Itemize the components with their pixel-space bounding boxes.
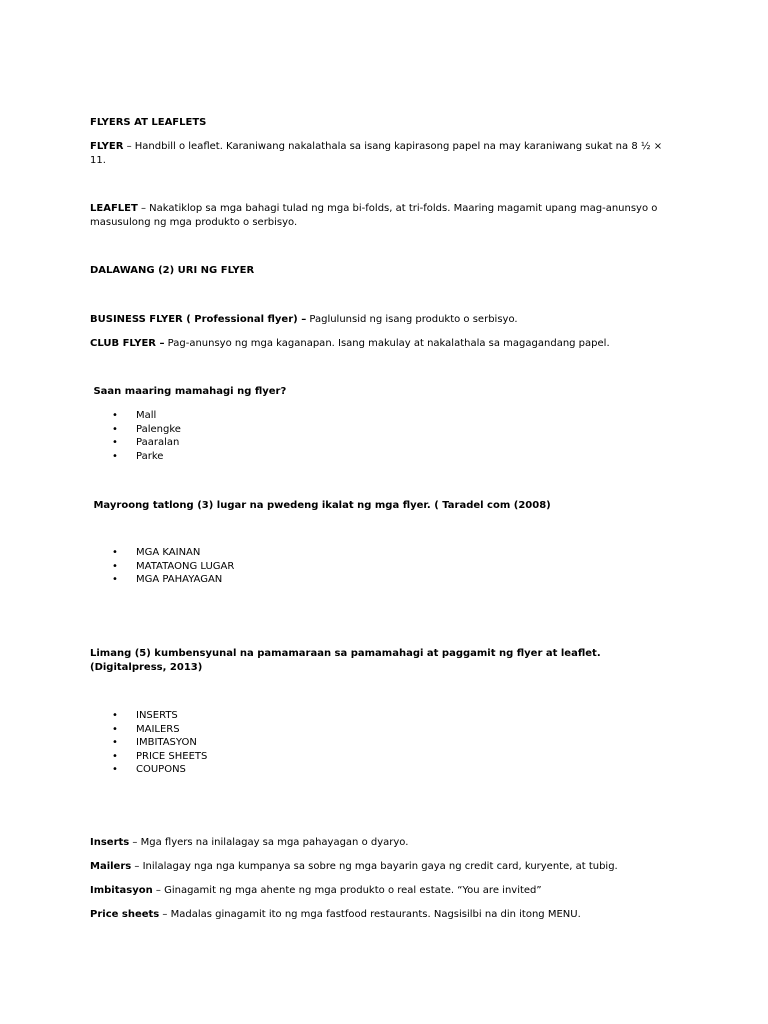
definition-flyer: FLYER – Handbill o leaflet. Karaniwang nakalathala sa isang kapirasong papel na may karaniwang sukat na 8 ½ × 11.: [90, 141, 663, 166]
list-item: • MAILERS: [90, 723, 207, 737]
list-item: • MGA PAHAYAGAN: [90, 573, 234, 587]
definition-text: Handbill o leaflet. Karaniwang nakalathala sa isang kapirasong papel na may karaniwang sukat na 8 ½ × 11.: [90, 141, 663, 166]
list-item: • MGA KAINAN: [90, 546, 234, 560]
places-list: [90, 409, 181, 463]
term: LEAFLET: [90, 203, 138, 214]
list-item: • MATATAONG LUGAR: [90, 560, 234, 574]
definition-leaflet: LEAFLET – Nakatiklop sa mga bahagi tulad ng mga bi-folds, at tri-folds. Maaring magamit upang mag-anunsyo o masusulong ng mga produkto o serbisyo.: [90, 203, 658, 228]
heading-three-places: Mayroong tatlong (3) lugar na pwedeng ikalat ng mga flyer. ( Taradel com (2008): [90, 500, 551, 511]
term: CLUB FLYER –: [90, 338, 165, 349]
term: BUSINESS FLYER ( Professional flyer) –: [90, 314, 307, 325]
method-def-price-sheets: Price sheets – Madalas ginagamit ito ng mga fastfood restaurants. Nagsisilbi na din itong MENU.: [90, 909, 581, 920]
three-places-list: [90, 546, 234, 587]
type-business-flyer: [90, 313, 680, 327]
list-item: • INSERTS: [90, 709, 207, 723]
list-item: • Parke: [90, 450, 181, 464]
definition-text: Pag-anunsyo ng mga kaganapan. Isang makulay at nakalathala sa magagandang papel.: [164, 338, 610, 349]
list-item: • Paaralan: [90, 436, 181, 450]
definition-text: Inilalagay nga nga kumpanya sa sobre ng mga bayarin gaya ng credit card, kuryente, at tubig.: [142, 861, 618, 872]
term: FLYER: [90, 141, 124, 152]
heading-types: DALAWANG (2) URI NG FLYER: [90, 265, 255, 276]
type-club-flyer: [90, 337, 680, 351]
list-item: • Palengke: [90, 423, 181, 437]
method-def-inserts: Inserts – Mga flyers na inilalagay sa mga pahayagan o dyaryo.: [90, 837, 409, 848]
list-item: • IMBITASYON: [90, 736, 207, 750]
methods-list: [90, 709, 207, 777]
question-heading: Saan maaring mamahagi ng flyer?: [90, 386, 287, 397]
document-title: FLYERS AT LEAFLETS: [90, 117, 207, 128]
definition-text: Paglulunsid ng isang produkto o serbisyo.: [306, 314, 518, 325]
heading-five-methods: Limang (5) kumbensyunal na pamamaraan sa pamamahagi at paggamit ng flyer at leaflet. (Digitalpress, 2013): [90, 648, 601, 673]
term: Imbitasyon: [90, 885, 153, 896]
list-item: • Mall: [90, 409, 181, 423]
definition-text: Madalas ginagamit ito ng mga fastfood restaurants. Nagsisilbi na din itong MENU.: [170, 909, 581, 920]
definition-text: Mga flyers na inilalagay sa mga pahayagan o dyaryo.: [140, 837, 409, 848]
term: Mailers: [90, 861, 132, 872]
definition-text: Nakatiklop sa mga bahagi tulad ng mga bi-folds, at tri-folds. Maaring magamit upang mag-anunsyo o masusulong ng mga produkto o serbisyo.: [90, 203, 658, 228]
method-def-imbitasyon: Imbitasyon – Ginagamit ng mga ahente ng mga produkto o real estate. “You are invited”: [90, 885, 542, 896]
list-item: • COUPONS: [90, 763, 207, 777]
definition-text: Ginagamit ng mga ahente ng mga produkto o real estate. “You are invited”: [164, 885, 542, 896]
list-item: • PRICE SHEETS: [90, 750, 207, 764]
term: Inserts: [90, 837, 130, 848]
term: Price sheets: [90, 909, 160, 920]
method-def-mailers: Mailers – Inilalagay nga nga kumpanya sa sobre ng mga bayarin gaya ng credit card, kuryente, at tubig.: [90, 861, 618, 872]
